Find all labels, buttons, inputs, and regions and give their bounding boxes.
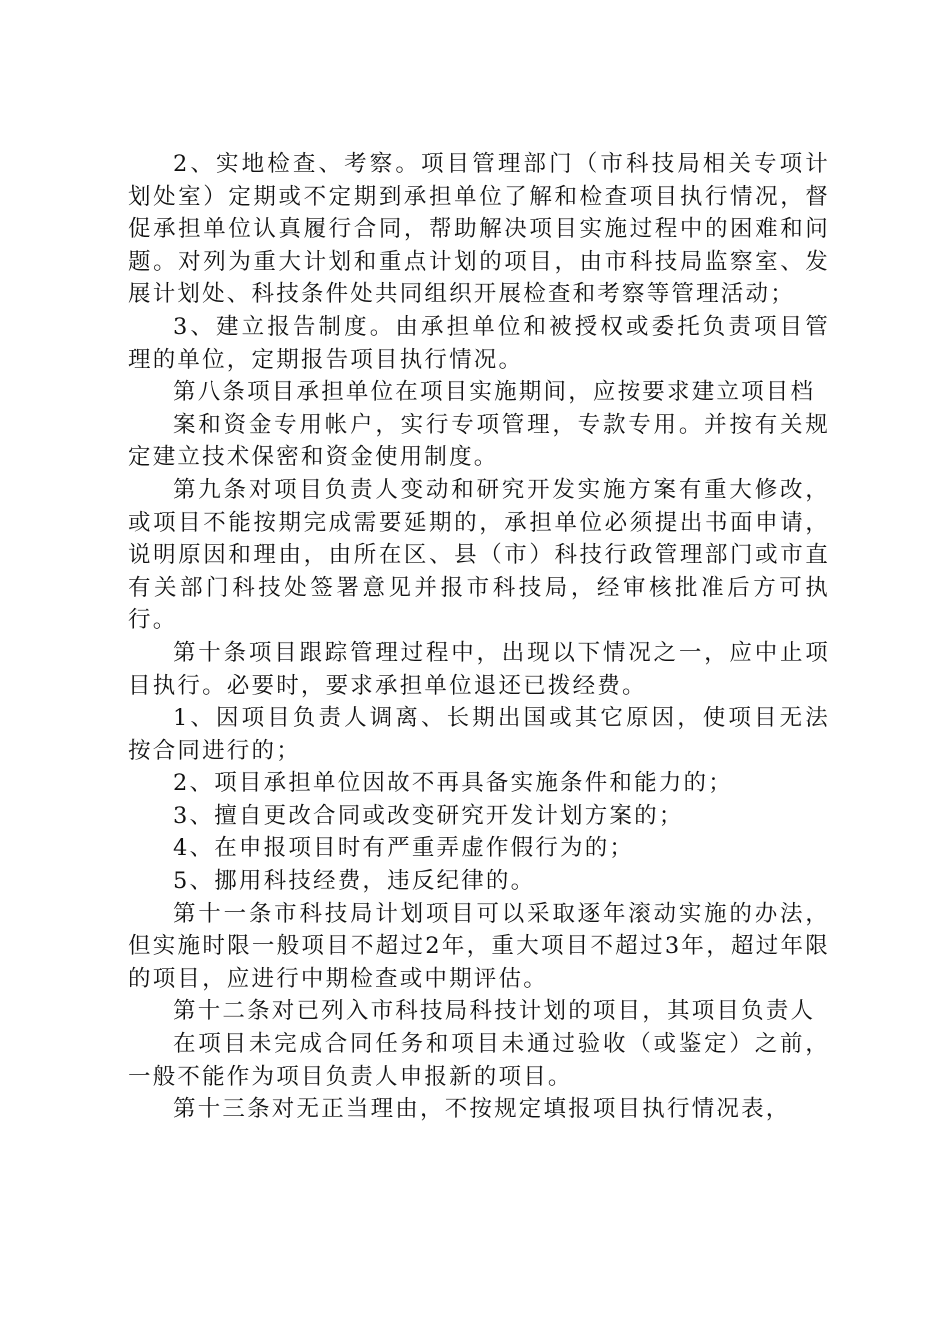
paragraph-item-2: 2、项目承担单位因故不再具备实施条件和能力的； <box>173 770 733 797</box>
paragraph-article-10: 第十条项目跟踪管理过程中，出现以下情况之一，应中止项目执行。必要时，要求承担单位退还已拨经费。 <box>128 639 830 699</box>
paragraph-report-system: 3、建立报告制度。由承担单位和被授权或委托负责项目管理的单位，定期报告项目执行情况。 <box>128 313 830 373</box>
paragraph-site-inspection: 2、实地检查、考察。项目管理部门（市科技局相关专项计划处室）定期或不定期到承担单位了解和检查项目执行情况，督促承担单位认真履行合同，帮助解决项目实施过程中的困难和问题。对列为重大计划和重点计划的项目，由市科技局监察室、发展计划处、科技条件处共同组织开展检查和考察等管理活动； <box>128 151 830 308</box>
paragraph-article-13: 第十三条对无正当理由，不按规定填报项目执行情况表， <box>173 1096 791 1123</box>
paragraph-article-12: 第十二条对已列入市科技局科技计划的项目，其项目负责人 <box>173 998 816 1025</box>
paragraph-item-3: 3、擅自更改合同或改变研究开发计划方案的； <box>173 802 684 829</box>
paragraph-item-5: 5、挪用科技经费，违反纪律的。 <box>173 868 536 895</box>
paragraph-article-9: 第九条对项目负责人变动和研究开发实施方案有重大修改，或项目不能按期完成需要延期的，承担单位必须提出书面申请，说明原因和理由，由所在区、县（市）科技行政管理部门或市直有关部门科技处签署意见并报市科技局，经审核批准后方可执行。 <box>128 476 830 634</box>
paragraph-item-4: 4、在申报项目时有严重弄虚作假行为的； <box>173 835 635 862</box>
paragraph-article-11: 第十一条市科技局计划项目可以采取逐年滚动实施的办法，但实施时限一般项目不超过2年，重大项目不超过3年，超过年限的项目，应进行中期检查或中期评估。 <box>128 900 830 992</box>
paragraph-item-1: 1、因项目负责人调离、长期出国或其它原因，使项目无法按合同进行的； <box>128 705 830 764</box>
paragraph-article-12-continued: 在项目未完成合同任务和项目未通过验收（或鉴定）之前，一般不能作为项目负责人申报新的项目。 <box>128 1031 830 1090</box>
paragraph-article-8: 第八条项目承担单位在项目实施期间，应按要求建立项目档 <box>173 379 816 406</box>
paragraph-article-8-continued: 案和资金专用帐户，实行专项管理，专款专用。并按有关规定建立技术保密和资金使用制度。 <box>128 411 830 471</box>
document-body <box>128 148 830 1126</box>
